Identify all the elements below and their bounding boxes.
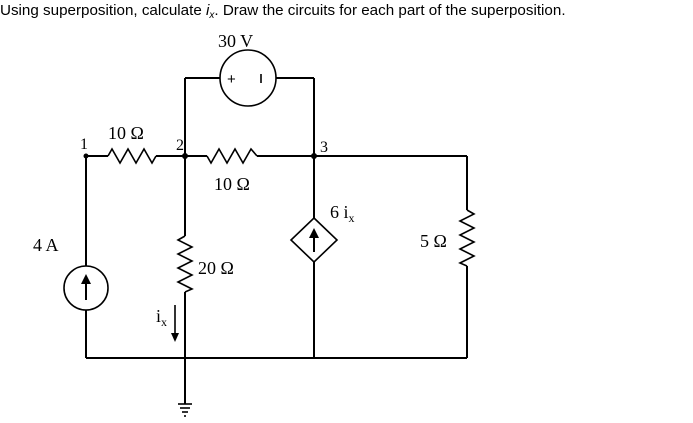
dependent-current-source — [291, 218, 337, 262]
resistor-2-gnd-label: 20 Ω — [198, 258, 234, 278]
ix-main: i — [156, 306, 162, 326]
voltage-source-plus: + — [227, 71, 236, 88]
ix-sub: x — [161, 315, 168, 329]
ground-icon — [178, 404, 192, 416]
dependent-source-coef: 6 i — [330, 202, 349, 222]
node-1-dot — [84, 154, 89, 159]
problem-var-sub: x — [209, 10, 215, 21]
resistor-5 — [460, 210, 474, 266]
resistor-2-gnd — [178, 236, 192, 292]
resistor-1-2 — [108, 149, 156, 163]
problem-text-before: Using superposition, calculate — [0, 2, 206, 19]
node-1-label: 1 — [80, 136, 88, 153]
node-3-label: 3 — [320, 139, 328, 156]
voltage-source-label: 30 V — [218, 31, 254, 51]
dependent-source-sub: x — [348, 211, 355, 225]
resistor-2-3 — [207, 149, 257, 163]
node-3-dot — [311, 153, 317, 159]
dependent-source-label — [330, 202, 355, 225]
node-2-label: 2 — [176, 137, 184, 154]
current-source-4a — [64, 266, 108, 310]
resistor-1-2-label: 10 Ω — [108, 123, 144, 143]
down-arrow-icon — [171, 333, 179, 342]
resistor-2-3-label: 10 Ω — [214, 174, 250, 194]
problem-var-main: i — [206, 2, 210, 19]
ix-direction-arrow — [171, 305, 179, 342]
resistor-5-label: 5 Ω — [420, 231, 447, 251]
voltage-source-30v — [220, 50, 276, 106]
current-source-label: 4 A — [33, 235, 59, 255]
problem-text-after: . Draw the circuits for each part of the superposition. — [214, 2, 566, 19]
ix-label — [156, 306, 167, 329]
